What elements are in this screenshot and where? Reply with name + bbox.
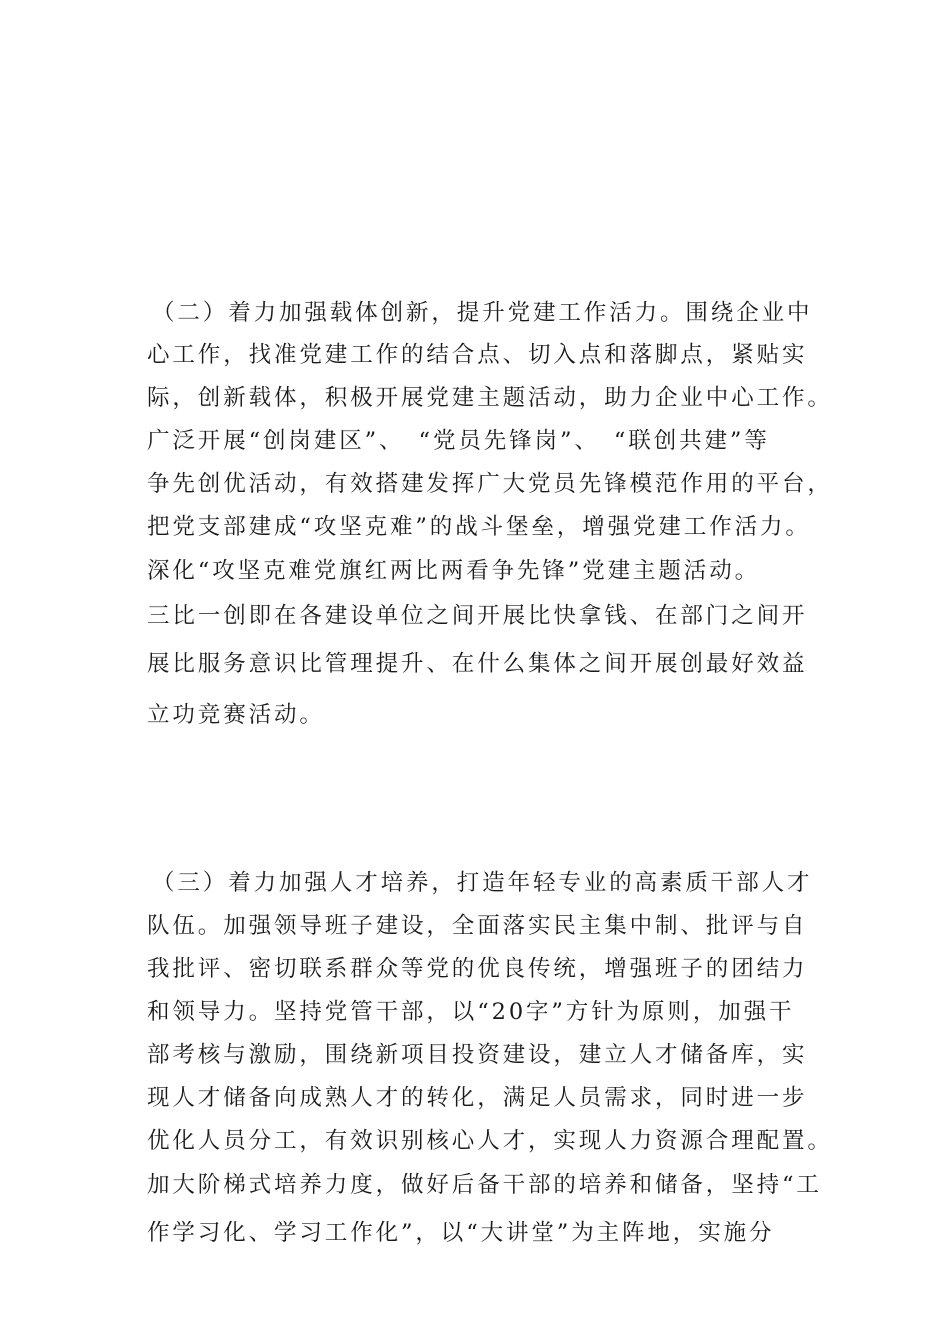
paragraph-line: 心工作，找准党建工作的结合点、切入点和落脚点，紧贴实 <box>147 342 808 368</box>
paragraph-line: 广泛开展“创岗建区”、 “党员先锋岗”、 “联创共建”等 <box>147 428 770 454</box>
paragraph-line: （三）着力加强人才培养，打造年轻专业的高素质干部人才 <box>152 870 813 896</box>
paragraph-line: 现人才储备向成熟人才的转化，满足人员需求，同时进一步 <box>147 1085 808 1111</box>
paragraph-line: 三比一创即在各建设单位之间开展比快拿钱、在部门之间开 <box>147 603 808 629</box>
paragraph-line: 加大阶梯式培养力度，做好后备干部的培养和储备，坚持“工 <box>147 1172 822 1198</box>
paragraph-line: 际，创新载体，积极开展党建主题活动，助力企业中心工作。 <box>147 385 833 411</box>
paragraph-line: 和领导力。坚持党管干部，以“20字”方针为原则，加强干 <box>147 999 795 1025</box>
paragraph-line: 我批评、密切联系群众等党的优良传统，增强班子的团结力 <box>147 956 808 982</box>
paragraph-line: 深化“攻坚克难党旗红两比两看争先锋”党建主题活动。 <box>147 558 761 584</box>
paragraph-line: 队伍。加强领导班子建设，全面落实民主集中制、批评与自 <box>147 913 808 939</box>
paragraph-line: 展比服务意识比管理提升、在什么集体之间开展创最好效益 <box>147 651 808 677</box>
paragraph-line: 部考核与激励，围绕新项目投资建设，建立人才储备库，实 <box>147 1042 808 1068</box>
paragraph-line: 优化人员分工，有效识别核心人才，实现人力资源合理配置。 <box>147 1128 833 1154</box>
paragraph-line: 作学习化、学习工作化”，以“大讲堂”为主阵地，实施分 <box>147 1220 775 1246</box>
paragraph-line: 立功竞赛活动。 <box>147 702 325 728</box>
paragraph-line: 争先创优活动，有效搭建发挥广大党员先锋模范作用的平台， <box>147 471 833 497</box>
paragraph-line: （二）着力加强载体创新，提升党建工作活力。围绕企业中 <box>152 300 813 326</box>
paragraph-line: 把党支部建成“攻坚克难”的战斗堡垒，增强党建工作活力。 <box>147 514 811 540</box>
